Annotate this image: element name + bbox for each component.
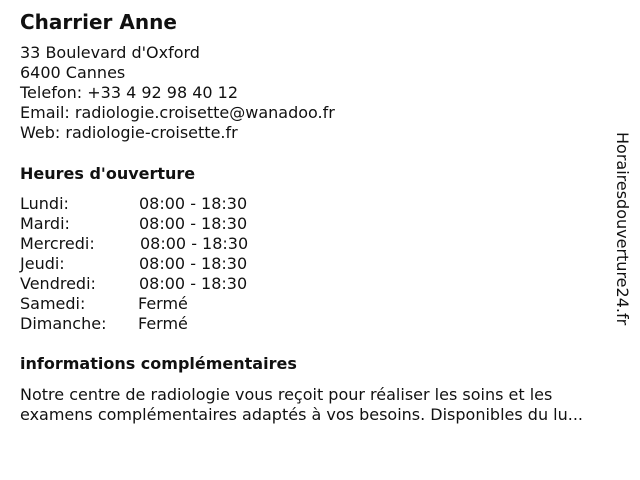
hours-row-wednesday: [20, 234, 280, 254]
hours-row-tuesday: [20, 214, 280, 234]
hours-row-friday: [20, 274, 280, 294]
hours-row-saturday: [20, 294, 280, 314]
hours-row-sunday: [20, 314, 280, 334]
contact-block: [20, 43, 335, 143]
time-range: 08:00 - 18:30: [140, 234, 249, 253]
time-range: Fermé: [138, 294, 188, 313]
website: Web: radiologie-croisette.fr: [20, 123, 238, 142]
time-range: 08:00 - 18:30: [139, 214, 248, 233]
time-range: 08:00 - 18:30: [139, 194, 248, 213]
time-range: Fermé: [138, 314, 188, 333]
day-label: Lundi:: [20, 194, 69, 213]
day-label: Vendredi:: [20, 274, 96, 293]
time-range: 08:00 - 18:30: [139, 274, 248, 293]
day-label: Samedi:: [20, 294, 86, 313]
site-watermark: Horairesdouverture24.fr: [613, 132, 632, 326]
opening-hours-table: [20, 194, 280, 334]
day-label: Mardi:: [20, 214, 70, 233]
street-address: 33 Boulevard d'Oxford: [20, 43, 200, 62]
city-address: 6400 Cannes: [20, 63, 126, 82]
email-address: Email: radiologie.croisette@wanadoo.fr: [20, 103, 335, 122]
day-label: Jeudi:: [20, 254, 65, 273]
opening-hours-heading: Heures d'ouverture: [20, 164, 196, 183]
hours-row-monday: [20, 194, 280, 214]
info-text-line: examens complémentaires adaptés à vos besoins. Disponibles du lu...: [20, 405, 584, 424]
additional-info-heading: informations complémentaires: [20, 354, 297, 373]
additional-info-text: [20, 385, 632, 425]
business-name: Charrier Anne: [20, 10, 177, 34]
day-label: Mercredi:: [20, 234, 95, 253]
phone-number: Telefon: +33 4 92 98 40 12: [20, 83, 239, 102]
day-label: Dimanche:: [20, 314, 107, 333]
time-range: 08:00 - 18:30: [139, 254, 248, 273]
info-text-line: Notre centre de radiologie vous reçoit pour réaliser les soins et les: [20, 385, 553, 404]
hours-row-thursday: [20, 254, 280, 274]
